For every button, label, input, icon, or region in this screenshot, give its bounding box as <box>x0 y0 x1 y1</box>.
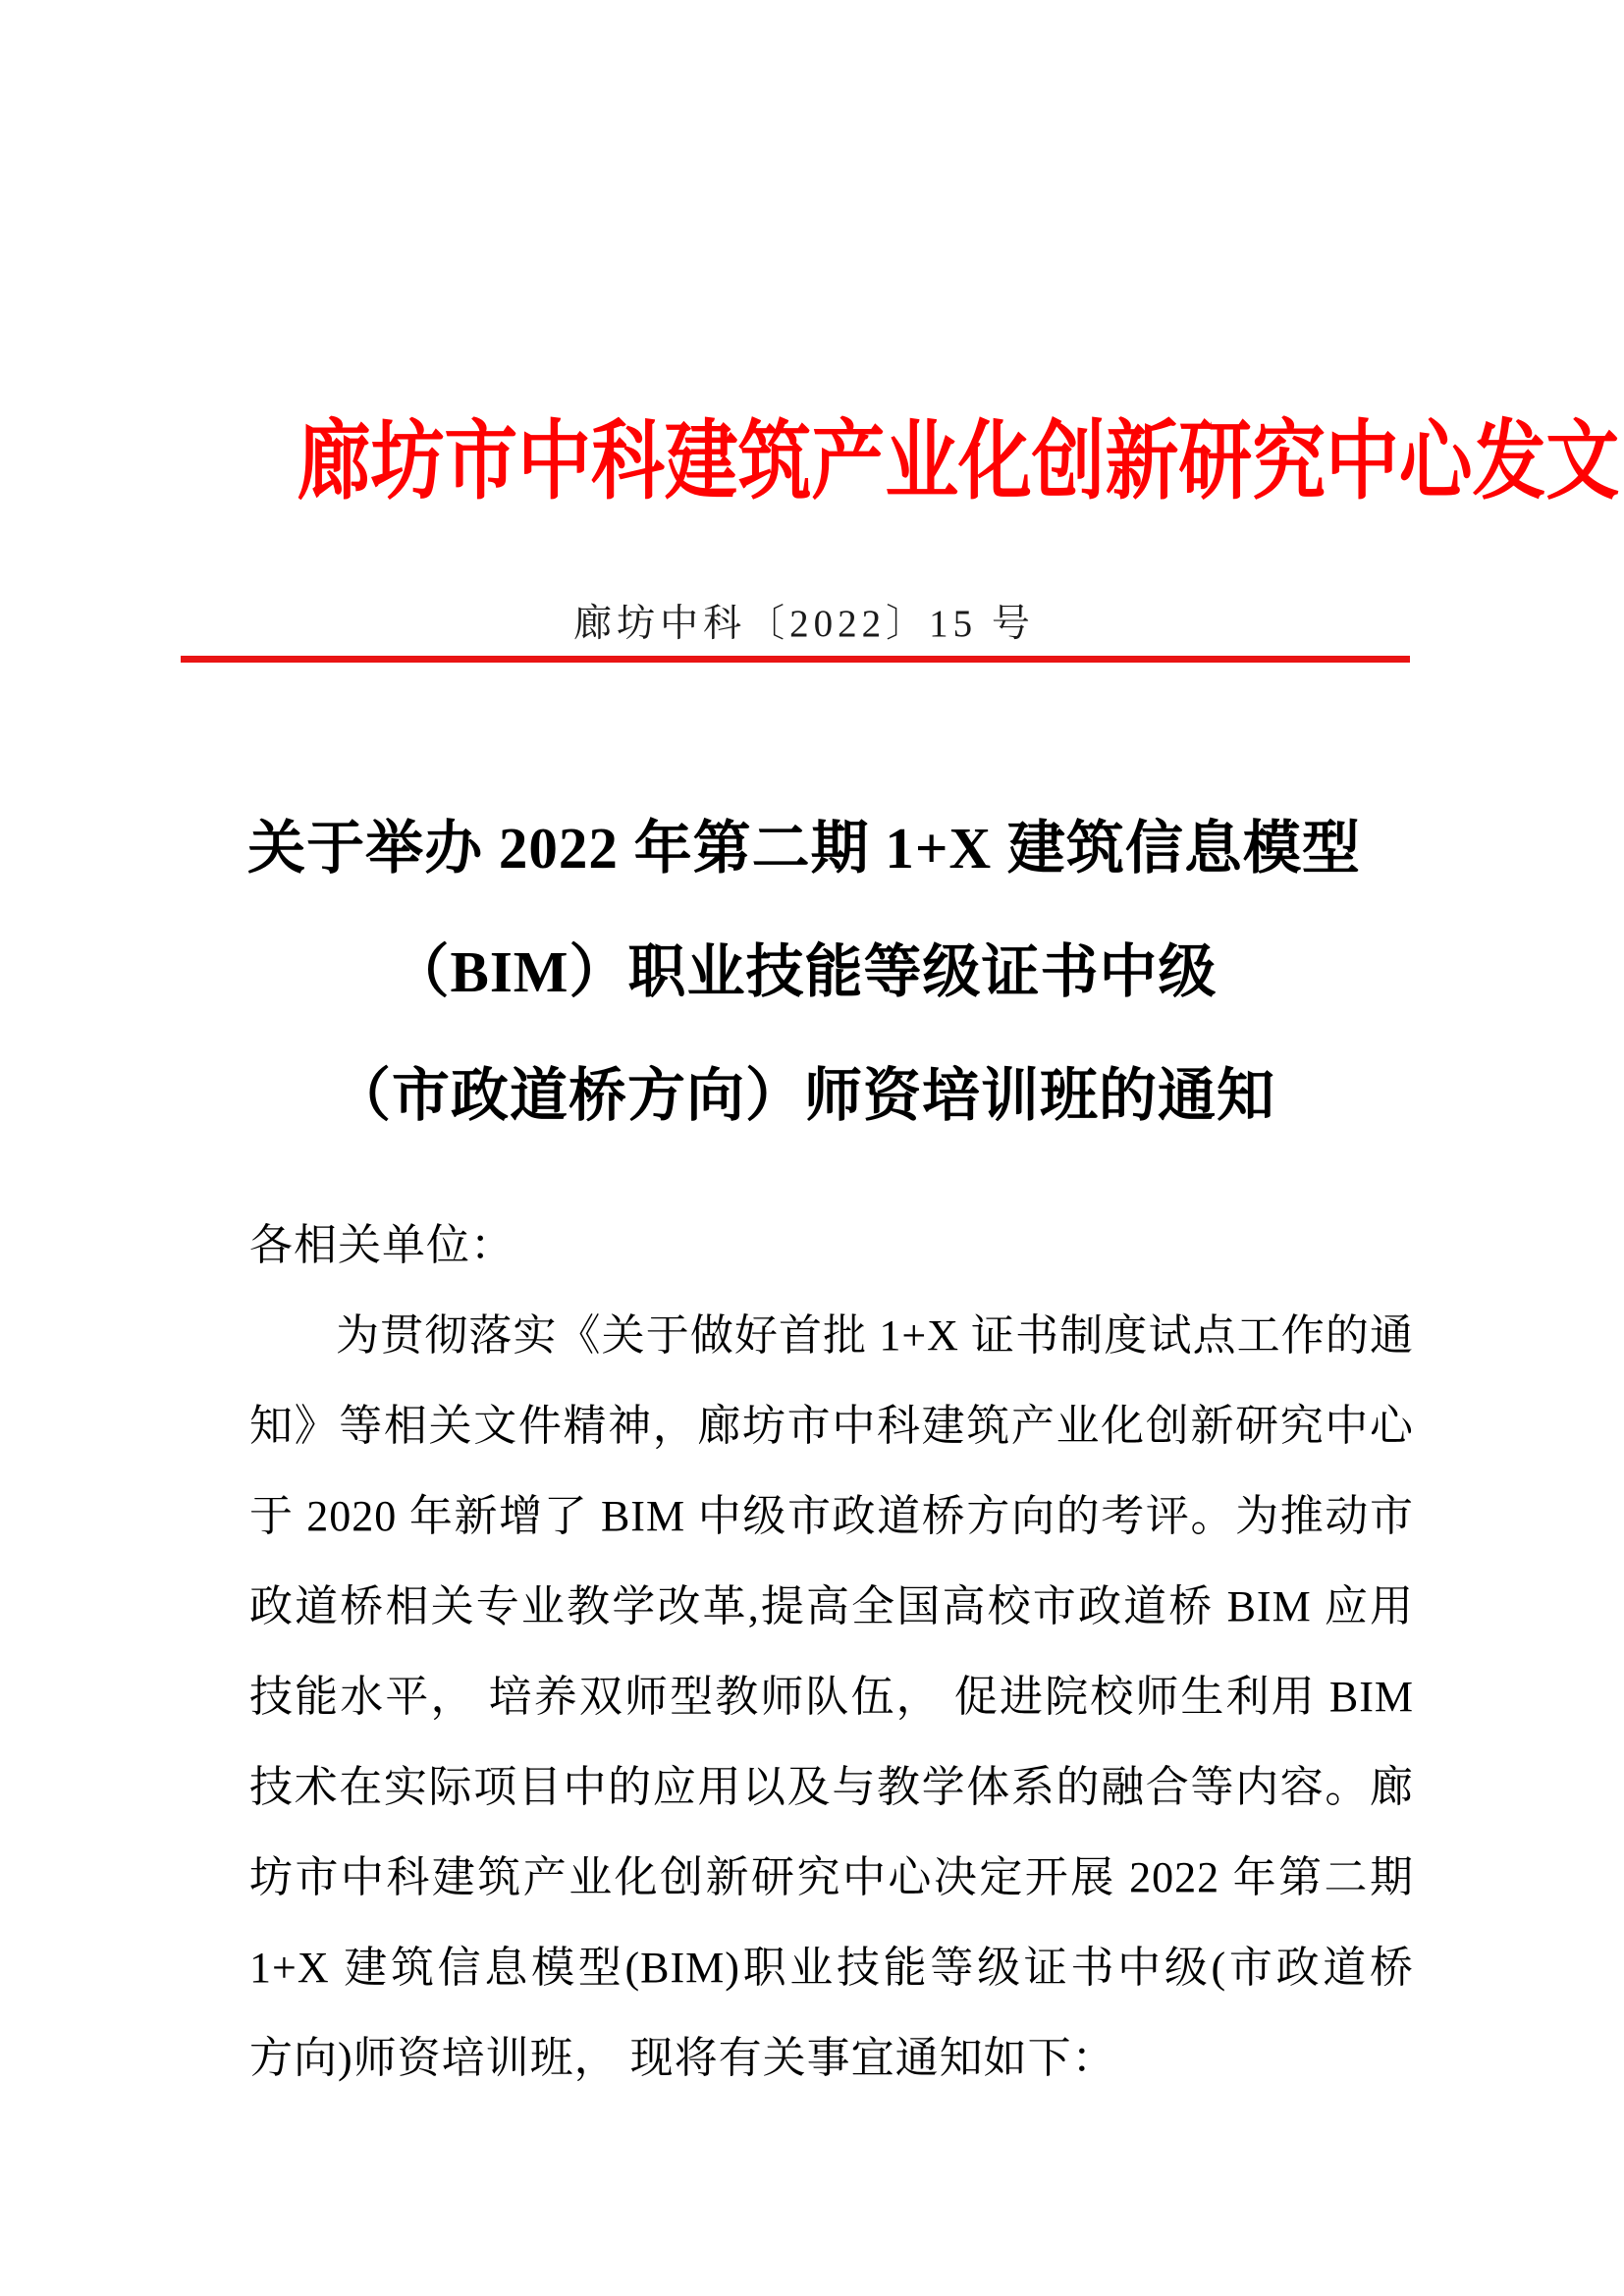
body-line: 技术在实际项目中的应用以及与教学体系的融合等内容。廊 <box>249 1763 1414 1811</box>
issuer-banner-text: 廊坊市中科建筑产业化创新研究中心发文 <box>297 415 1620 510</box>
notice-title-line2: （BIM）职业技能等级证书中级 <box>391 939 1218 1004</box>
body-closing-line: 方向)师资培训班， 现将有关事宜通知如下： <box>249 2034 1116 2082</box>
body-line: 技能水平， 培养双师型教师队伍， 促进院校师生利用 BIM <box>249 1673 1414 1721</box>
notice-title-line1: 关于举办 2022 年第二期 1+X 建筑信息模型 <box>247 816 1361 881</box>
body-line: 政道桥相关专业教学改革,提高全国高校市政道桥 BIM 应用 <box>249 1582 1414 1630</box>
body-line: 为贯彻落实《关于做好首批 1+X 证书制度试点工作的通 <box>336 1311 1414 1360</box>
notice-title-line3: （市政道桥方向）师资培训班的通知 <box>332 1063 1275 1128</box>
issuer-banner <box>181 415 1620 510</box>
body-line: 于 2020 年新增了 BIM 中级市政道桥方向的考评。为推动市 <box>249 1492 1414 1540</box>
notice-title <box>181 786 1428 1157</box>
salutation-line: 各相关单位： <box>249 1221 514 1269</box>
document-number: 廊坊中科〔2022〕15 号 <box>573 603 1035 645</box>
body-line: 1+X 建筑信息模型(BIM)职业技能等级证书中级(市政道桥 <box>249 1944 1414 1992</box>
body-line: 知》等相关文件精神，廊坊市中科建筑产业化创新研究中心 <box>249 1402 1414 1450</box>
notice-body <box>249 1201 1414 2104</box>
body-line: 坊市中科建筑产业化创新研究中心决定开展 2022 年第二期 <box>249 1853 1414 1901</box>
red-divider-rule <box>181 656 1410 663</box>
